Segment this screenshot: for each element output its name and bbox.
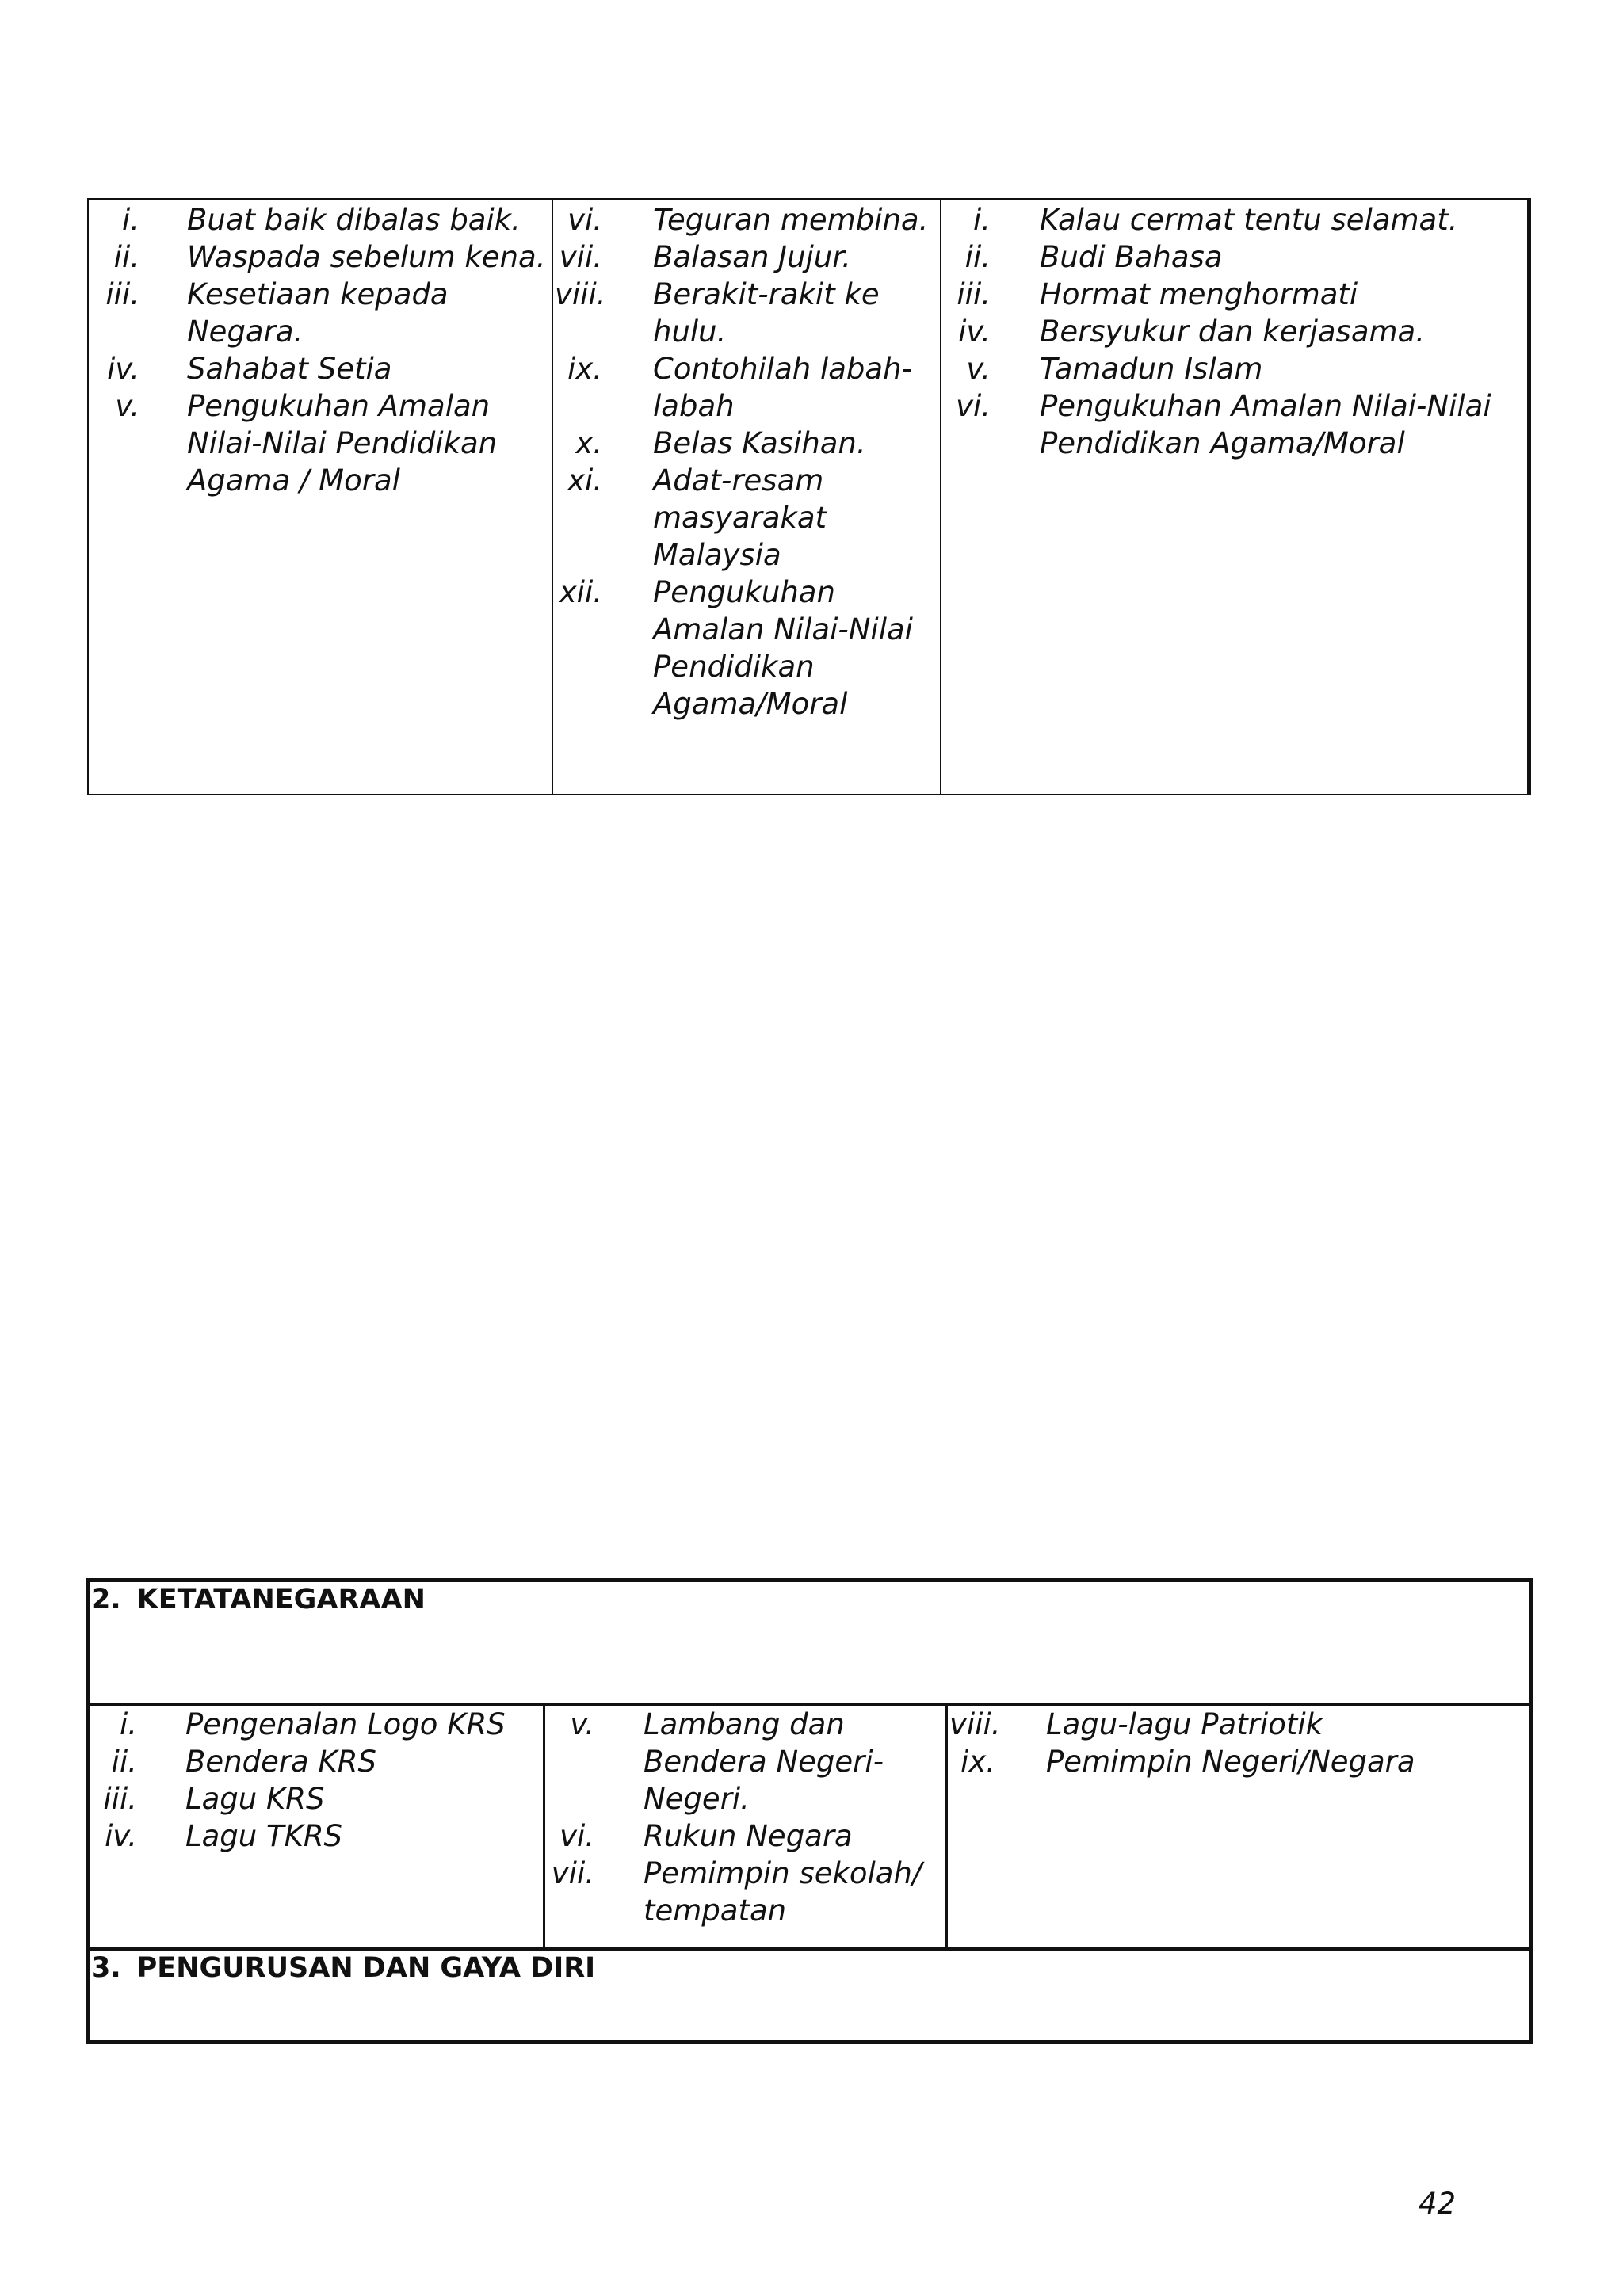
list-item [941,387,1527,462]
list-item-number: viii. [949,1707,1001,1741]
list-item-number: iv. [958,315,991,349]
list-item-number: ii. [111,1745,137,1779]
items-column-2 [543,1706,945,1947]
list-item-text: Sahabat Setia [187,352,392,386]
values-table [87,198,1531,795]
list-item-number: vii. [551,1856,594,1890]
list-item [553,201,940,238]
list-item [941,238,1527,276]
list-item-number: iv. [107,352,139,386]
list-item-number: i. [119,1707,137,1741]
section-title: KETATANEGARAAN [136,1584,426,1615]
list-item-text: Berakit-rakit ke hulu. [653,277,880,349]
list-item [89,276,552,350]
list-item-number: v. [966,352,991,386]
section-title: PENGURUSAN DAN GAYA DIRI [136,1952,596,1984]
list-item-number: v. [115,389,139,423]
list-item-number: iii. [957,277,991,311]
section-number: 2. [91,1584,121,1615]
list-item-text: Bersyukur dan kerjasama. [1040,315,1425,349]
list-item-number: ix. [960,1745,995,1779]
list-item-number: vi. [956,389,991,423]
list-item-number: iii. [105,277,139,311]
list-item-number: xii. [559,575,602,609]
list-item-text: Lagu-lagu Patriotik [1046,1707,1323,1741]
list-item [89,238,552,276]
list-item-text: Belas Kasihan. [653,426,866,460]
list-item [941,350,1527,387]
syllabus-table [86,1578,1533,2044]
list-item-text: Lagu KRS [185,1782,325,1816]
list-item-text: Budi Bahasa [1040,240,1223,274]
list-item [553,462,940,574]
list-item-number: ix. [567,352,602,386]
list-item-number: v. [570,1707,594,1741]
list-item-number: iii. [103,1782,137,1816]
list-item [948,1706,1529,1743]
list-item [90,1817,543,1855]
list-item-text: Contohilah labah-labah [653,352,912,423]
list-item-text: Waspada sebelum kena. [187,240,546,274]
list-item-text: Teguran membina. [653,203,929,237]
list-item-text: Balasan Jujur. [653,240,851,274]
list-item-text: Kesetiaan kepada Negara. [187,277,449,349]
section-heading-pengurusan [90,1947,1529,2040]
list-item [545,1855,945,1929]
values-column-1 [89,200,552,794]
list-item [545,1817,945,1855]
section-heading-ketatanegaraan [90,1582,1529,1706]
list-item-text: Hormat menghormati [1040,277,1358,311]
list-item [941,276,1527,313]
list-item [89,350,552,387]
list-item [89,201,552,238]
list-item-number: xi. [567,463,602,498]
list-item [545,1706,945,1817]
values-column-3 [940,200,1527,794]
list-item-text: Tamadun Islam [1040,352,1263,386]
list-item-text: Pengenalan Logo KRS [185,1707,506,1741]
list-item-text: Adat-resam masyarakat Malaysia [653,463,827,572]
list-item-number: viii. [555,277,606,311]
list-item-number: vi. [559,1819,594,1853]
list-item-text: Pengukuhan Amalan Nilai-Nilai Pendidikan Agama / Moral [187,389,498,498]
list-item [553,425,940,462]
section-items-row [90,1706,1529,1947]
list-item-text: Lagu TKRS [185,1819,343,1853]
list-item [941,313,1527,350]
list-item-text: Buat baik dibalas baik. [187,203,521,237]
list-item-number: ii. [964,240,991,274]
list-item [948,1743,1529,1780]
list-item-text: Bendera KRS [185,1745,376,1779]
page-number: 42 [1419,2187,1457,2221]
list-item-text: Rukun Negara [643,1819,853,1853]
items-column-3 [945,1706,1529,1947]
list-item-text: Pengukuhan Amalan Nilai-Nilai Pendidikan Agama/Moral [653,575,913,721]
list-item [941,201,1527,238]
list-item-number: iv. [105,1819,137,1853]
list-item-text: Pengukuhan Amalan Nilai-Nilai Pendidikan Agama/Moral [1040,389,1491,460]
list-item-number: i. [972,203,991,237]
values-column-2 [552,200,940,794]
list-item [89,387,552,499]
list-item-text: Pemimpin Negeri/Negara [1046,1745,1415,1779]
list-item [553,574,940,723]
list-item-number: ii. [113,240,139,274]
section-number: 3. [91,1952,121,1984]
list-item-text: Pemimpin sekolah/ tempatan [643,1856,922,1928]
list-item [90,1743,543,1780]
list-item [553,276,940,350]
list-item-number: i. [121,203,139,237]
list-item-text: Lambang dan Bendera Negeri-Negeri. [643,1707,884,1816]
list-item-number: vi. [567,203,602,237]
list-item [553,350,940,425]
list-item-text: Kalau cermat tentu selamat. [1040,203,1458,237]
items-column-1 [90,1706,543,1947]
list-item [90,1706,543,1743]
list-item-number: vii. [559,240,602,274]
list-item [90,1780,543,1817]
list-item-number: x. [575,426,602,460]
list-item [553,238,940,276]
